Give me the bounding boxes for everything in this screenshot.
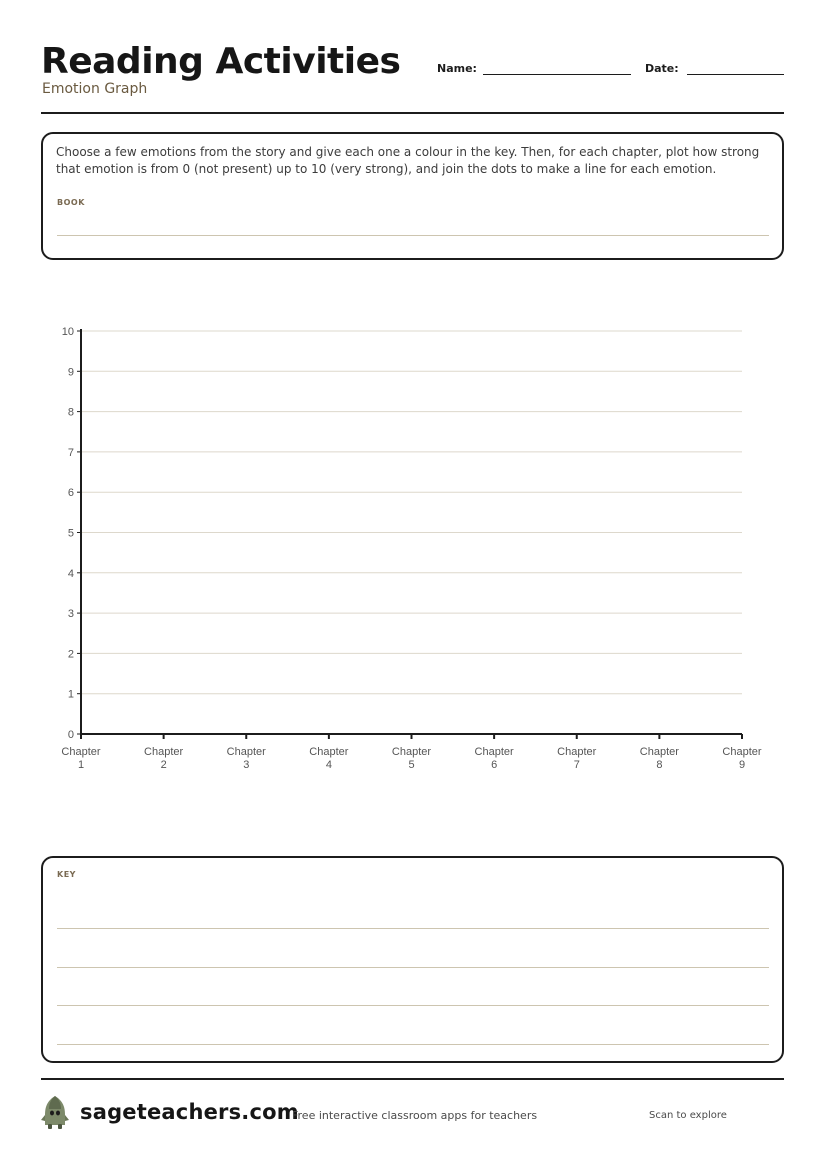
brand-tagline: Free interactive classroom apps for teachers (292, 1109, 538, 1122)
x-tick-label (144, 746, 183, 771)
date-label: Date: (645, 62, 679, 75)
x-tick-label-line: 9 (738, 759, 746, 771)
x-tick-label-line: Chapter (391, 746, 432, 758)
y-tick-label: 1 (67, 688, 74, 701)
y-tick-label: 10 (61, 326, 74, 338)
x-tick-label-line: Chapter (639, 746, 679, 758)
key-line[interactable] (57, 967, 769, 968)
x-tick-label-line: 8 (656, 759, 663, 771)
sage-mascot-icon (41, 1095, 69, 1129)
y-tick-label: 8 (67, 406, 74, 419)
x-tick-label (475, 746, 514, 771)
key-box (41, 856, 784, 1063)
y-tick-label: 9 (67, 366, 74, 379)
x-tick-label-line: Chapter (144, 746, 184, 758)
scan-prompt: Scan to explore (649, 1110, 727, 1121)
x-tick-label-line: 5 (408, 759, 415, 771)
x-tick-label (392, 746, 431, 771)
x-tick-label (61, 746, 100, 771)
y-tick-label: 0 (67, 729, 74, 741)
x-tick-label-line: 3 (243, 759, 250, 771)
key-label: KEY (57, 870, 76, 879)
x-tick-label (640, 746, 679, 771)
key-line[interactable] (57, 1005, 769, 1006)
x-tick-label-line: 6 (491, 759, 498, 771)
x-tick-label-line: Chapter (722, 746, 762, 758)
x-tick-label (309, 746, 348, 771)
x-tick-label-line: Chapter (557, 746, 597, 758)
x-tick-label-line: 4 (325, 759, 332, 771)
y-tick-label: 7 (67, 446, 74, 459)
x-tick-label-line: Chapter (474, 746, 514, 758)
x-tick-label-line: Chapter (226, 746, 266, 758)
y-tick-label: 3 (67, 608, 74, 621)
y-tick-label: 6 (67, 487, 74, 500)
footer-divider (41, 1078, 784, 1080)
key-line[interactable] (57, 1044, 769, 1045)
name-label: Name: (437, 62, 477, 75)
page-subtitle: Emotion Graph (42, 81, 148, 97)
y-tick-label: 5 (67, 527, 74, 540)
page-title: Reading Activities (41, 41, 401, 82)
x-tick-label-line: Chapter (309, 746, 349, 758)
book-label: BOOK (57, 198, 85, 207)
x-tick-label-line: Chapter (61, 746, 101, 758)
x-tick-label (557, 746, 596, 771)
brand-name: sageteachers.com (80, 1100, 299, 1124)
y-tick-label: 4 (67, 567, 74, 580)
instructions-text: Choose a few emotions from the story and give each one a colour in the key. Then, for each chapter, plot how strong that emotion is from 0 (not present) up to 10 (very strong), and join the dots to make a line for each emotion. (56, 145, 760, 176)
y-tick-label: 2 (67, 648, 74, 661)
key-line[interactable] (57, 928, 769, 929)
x-tick-label-line: 1 (77, 759, 85, 771)
x-tick-label-line: 2 (160, 759, 167, 771)
x-tick-label (722, 746, 761, 771)
x-tick-label-line: 7 (573, 759, 580, 771)
x-tick-label (227, 746, 266, 771)
